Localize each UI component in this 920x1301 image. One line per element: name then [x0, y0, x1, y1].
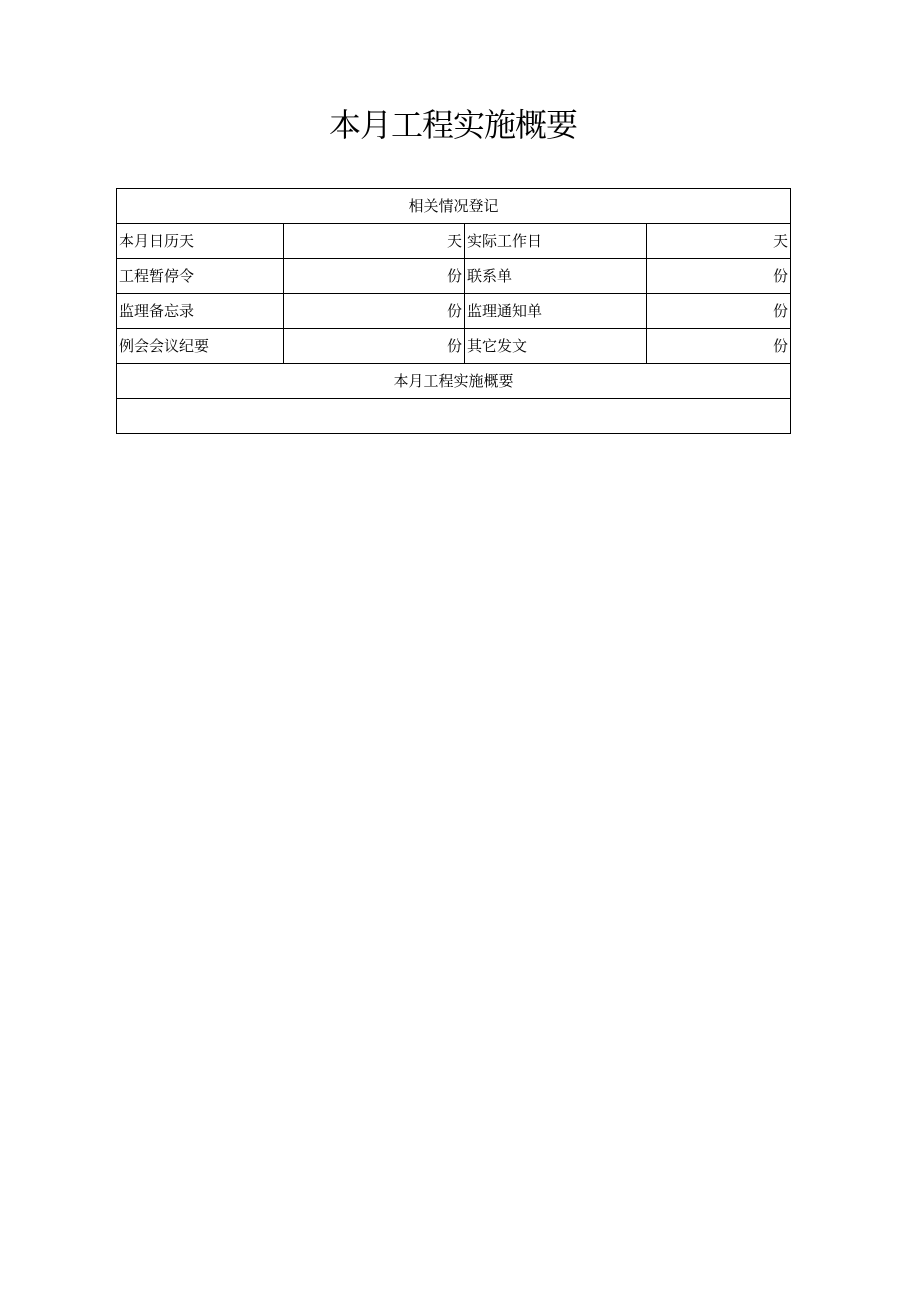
- row-label-right: 联系单: [465, 259, 647, 294]
- notice-count-cell[interactable]: 份: [647, 294, 791, 329]
- row-label-left: 本月日历天: [117, 224, 284, 259]
- row-label-left: 例会会议纪要: [117, 329, 284, 364]
- row-label-right: 其它发文: [465, 329, 647, 364]
- row-label-right: 实际工作日: [465, 224, 647, 259]
- row-label-left: 监理备忘录: [117, 294, 284, 329]
- record-table: [116, 188, 791, 434]
- header-row: [117, 189, 791, 224]
- calendar-days-cell[interactable]: 天: [284, 224, 465, 259]
- table-row: [117, 329, 791, 364]
- table-row: [117, 259, 791, 294]
- row-label-right: 监理通知单: [465, 294, 647, 329]
- memo-count-cell[interactable]: 份: [284, 294, 465, 329]
- contact-form-count-cell[interactable]: 份: [647, 259, 791, 294]
- page-title: 本月工程实施概要: [328, 106, 577, 144]
- summary-header-row: [117, 364, 791, 399]
- meeting-minutes-count-cell[interactable]: 份: [284, 329, 465, 364]
- summary-body-area[interactable]: [117, 399, 791, 434]
- section-header: 相关情况登记: [117, 189, 791, 224]
- summary-header: 本月工程实施概要: [117, 364, 791, 399]
- table-row: [117, 224, 791, 259]
- summary-body-row: [117, 399, 791, 434]
- row-label-left: 工程暂停令: [117, 259, 284, 294]
- other-documents-count-cell[interactable]: 份: [647, 329, 791, 364]
- working-days-cell[interactable]: 天: [647, 224, 791, 259]
- table-row: [117, 294, 791, 329]
- suspension-order-count-cell[interactable]: 份: [284, 259, 465, 294]
